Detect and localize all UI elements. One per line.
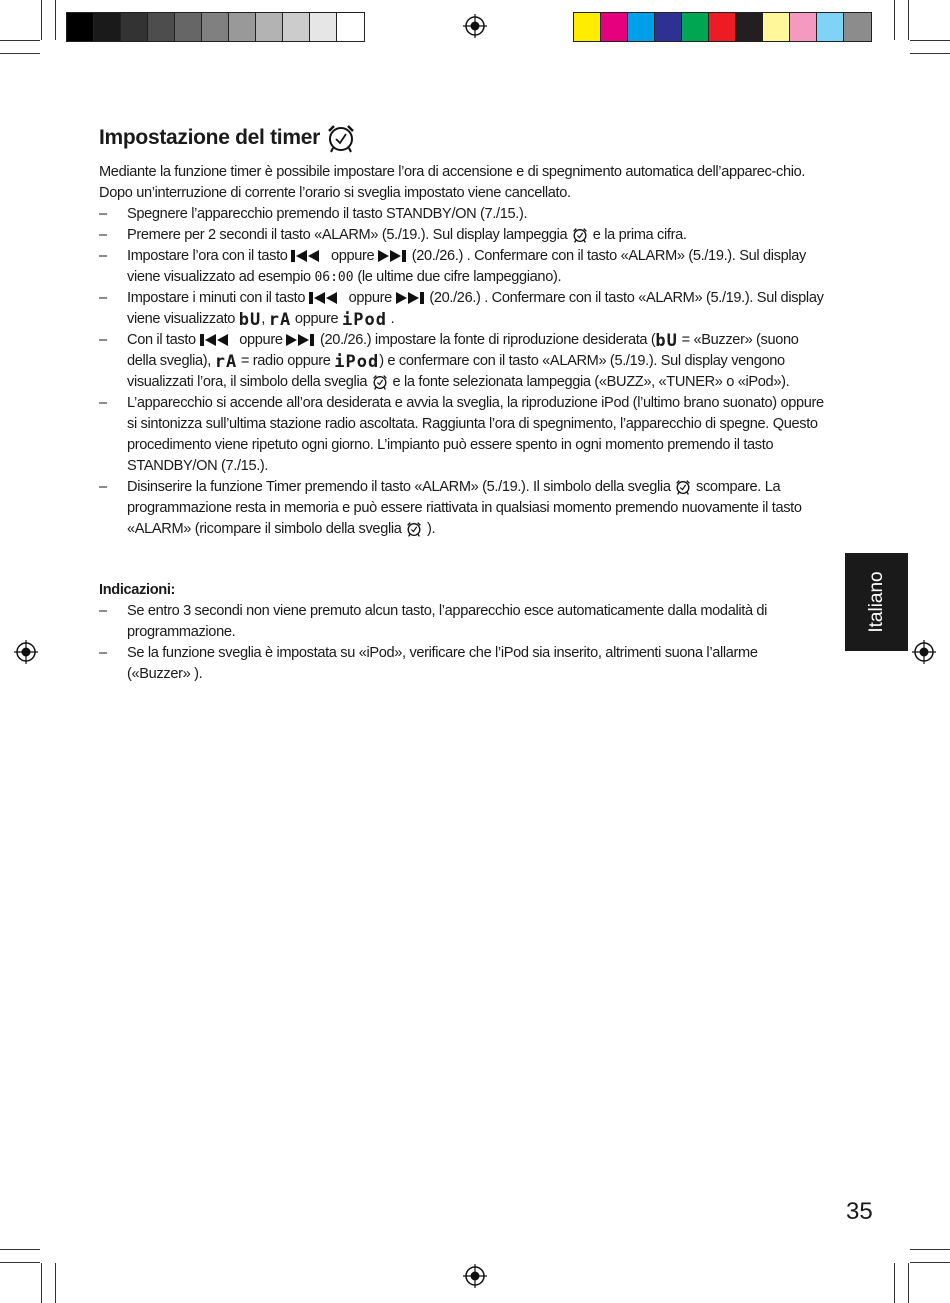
crop-mark	[908, 0, 909, 40]
list-item	[99, 246, 824, 288]
list-item	[99, 477, 824, 540]
alarm-clock-icon	[324, 121, 358, 155]
registration-mark-icon	[912, 640, 936, 664]
color-swatch	[574, 13, 601, 41]
lcd-radio-display: rA	[214, 352, 238, 372]
step-text: oppure	[239, 332, 283, 348]
step-text: (le ultime due cifre lampeggiano).	[357, 269, 562, 285]
page-number: 35	[846, 1198, 873, 1225]
crop-mark	[908, 1263, 909, 1303]
color-swatch	[175, 13, 202, 41]
notes-list	[99, 601, 824, 685]
step-text: (20./26.) impostare la fonte di riproduzione desiderata (	[320, 332, 656, 348]
lcd-buzzer-display: bU	[655, 331, 678, 351]
color-swatch	[628, 13, 655, 41]
registration-mark-icon	[463, 14, 487, 38]
list-dash: –	[99, 290, 107, 306]
list-item	[99, 393, 824, 477]
crop-mark	[0, 1249, 40, 1250]
list-item	[99, 330, 824, 393]
crop-mark	[910, 1262, 950, 1263]
lcd-ipod-display: iPod	[334, 352, 380, 372]
lcd-time-display: 06:00	[314, 270, 354, 285]
registration-mark-icon	[463, 1264, 487, 1288]
next-track-icon	[378, 249, 408, 263]
notes-title: Indicazioni:	[99, 582, 176, 598]
alarm-clock-icon	[371, 373, 389, 391]
crop-mark	[0, 53, 40, 54]
list-item	[99, 601, 824, 643]
lcd-ipod-display: iPod	[341, 310, 387, 330]
color-swatch	[283, 13, 310, 41]
color-swatch	[844, 13, 871, 41]
crop-mark	[55, 0, 56, 40]
list-dash: –	[99, 395, 107, 411]
color-swatch	[256, 13, 283, 41]
list-dash: –	[99, 248, 107, 264]
color-swatch	[790, 13, 817, 41]
note-text: Se entro 3 secondi non viene premuto alcun tasto, l’apparecchio esce automaticamente dalla modalità di programmazione.	[127, 603, 768, 640]
alarm-clock-icon	[674, 478, 692, 496]
step-text: Impostare l’ora con il tasto	[127, 248, 288, 264]
crop-mark	[910, 40, 950, 41]
step-text: scompare. La programmazione resta in memoria e può essere riattivata in qualsiasi momento premendo nuovamente il tasto «ALARM» (ricompare il simbolo della sveglia	[127, 479, 802, 537]
step-text: (20./26.) . Confermare con il tasto «ALARM» (5./19.). Sul display viene visualizzato	[127, 290, 824, 327]
crop-mark	[0, 1262, 40, 1263]
list-dash: –	[99, 206, 107, 222]
color-swatch	[202, 13, 229, 41]
step-text: = radio oppure	[240, 353, 331, 369]
color-swatch	[310, 13, 337, 41]
cmyk-color-bar	[573, 12, 872, 42]
step-text: ) e confermare con il tasto «ALARM» (5./19.). Sul display vengono visualizzati l’ora, il simbolo della sveglia	[127, 353, 785, 390]
grayscale-color-bar	[66, 12, 365, 42]
step-text: Premere per 2 secondi il tasto «ALARM» (5./19.). Sul display lampeggia	[127, 227, 568, 243]
intro-paragraph: Mediante la funzione timer è possibile impostare l’ora di accensione e di spegnimento automatica dell’apparec-chio. Dopo un’interruzione di corrente l’orario si sveglia impostato viene cancellato.	[99, 164, 806, 201]
list-dash: –	[99, 479, 107, 495]
next-track-icon	[396, 291, 426, 305]
page-title	[99, 120, 824, 156]
color-swatch	[709, 13, 736, 41]
previous-track-icon	[291, 249, 327, 263]
crop-mark	[894, 0, 895, 40]
step-text: ,	[261, 311, 265, 327]
main-content	[99, 120, 824, 685]
color-swatch	[148, 13, 175, 41]
color-swatch	[736, 13, 763, 41]
lcd-radio-display: rA	[268, 310, 292, 330]
step-text: L’apparecchio si accende all’ora desiderata e avvia la sveglia, la riproduzione iPod (l’ultimo brano suonato) oppure si sintonizza sull’ultima stazione radio ascoltata. Raggiunta l’ora di spegnimento, l’apparecchio di spegne. Questo procedimento viene ripetuto ogni giorno. L’impianto può essere spento in ogni momento premendo il tasto STANDBY/ON (7./15.).	[127, 395, 824, 474]
color-swatch	[67, 13, 94, 41]
color-swatch	[94, 13, 121, 41]
list-item	[99, 643, 824, 685]
step-text: e la prima cifra.	[592, 227, 687, 243]
note-text: Se la funzione sveglia è impostata su «iPod», verificare che l’iPod sia inserito, altrimenti suona l’allarme («Buzzer» ).	[127, 645, 758, 682]
list-dash: –	[99, 332, 107, 348]
color-swatch	[655, 13, 682, 41]
step-text: Impostare i minuti con il tasto	[127, 290, 306, 306]
step-text: Disinserire la funzione Timer premendo il tasto «ALARM» (5./19.). Il simbolo della sveglia	[127, 479, 671, 495]
list-item	[99, 225, 824, 246]
page-title-text: Impostazione del timer	[99, 126, 320, 149]
step-text: Spegnere l’apparecchio premendo il tasto STANDBY/ON (7./15.).	[127, 206, 528, 222]
color-swatch	[337, 13, 364, 41]
list-dash: –	[99, 645, 107, 661]
step-text: oppure	[330, 248, 375, 264]
crop-mark	[910, 1249, 950, 1250]
step-text: oppure	[348, 290, 392, 306]
next-track-icon	[286, 333, 316, 347]
alarm-clock-icon	[405, 520, 423, 538]
color-swatch	[817, 13, 844, 41]
crop-mark	[41, 1263, 42, 1303]
color-swatch	[601, 13, 628, 41]
list-item	[99, 204, 824, 225]
step-text: .	[390, 311, 395, 327]
language-tab	[845, 553, 908, 651]
color-swatch	[682, 13, 709, 41]
step-text: oppure	[294, 311, 339, 327]
language-tab-label: Italiano	[865, 571, 887, 633]
alarm-clock-icon	[571, 226, 589, 244]
crop-mark	[41, 0, 42, 40]
list-dash: –	[99, 603, 107, 619]
lcd-buzzer-display: bU	[238, 310, 262, 330]
registration-mark-icon	[14, 640, 38, 664]
step-text: ).	[426, 521, 436, 537]
step-text: Con il tasto	[127, 332, 196, 348]
crop-mark	[894, 1263, 895, 1303]
crop-mark	[55, 1263, 56, 1303]
list-dash: –	[99, 227, 107, 243]
previous-track-icon	[309, 291, 345, 305]
crop-mark	[0, 40, 40, 41]
step-text: (20./26.) . Confermare con il tasto «ALARM» (5./19.). Sul display viene visualizzato ad esempio	[127, 248, 806, 285]
step-list	[99, 204, 824, 540]
step-text: = «Buzzer» (suono della sveglia),	[127, 332, 799, 369]
crop-mark	[910, 53, 950, 54]
color-swatch	[229, 13, 256, 41]
step-text: e la fonte selezionata lampeggia («BUZZ», «TUNER» o «iPod»).	[392, 374, 790, 390]
color-swatch	[763, 13, 790, 41]
color-swatch	[121, 13, 148, 41]
previous-track-icon	[200, 333, 236, 347]
list-item	[99, 288, 824, 330]
